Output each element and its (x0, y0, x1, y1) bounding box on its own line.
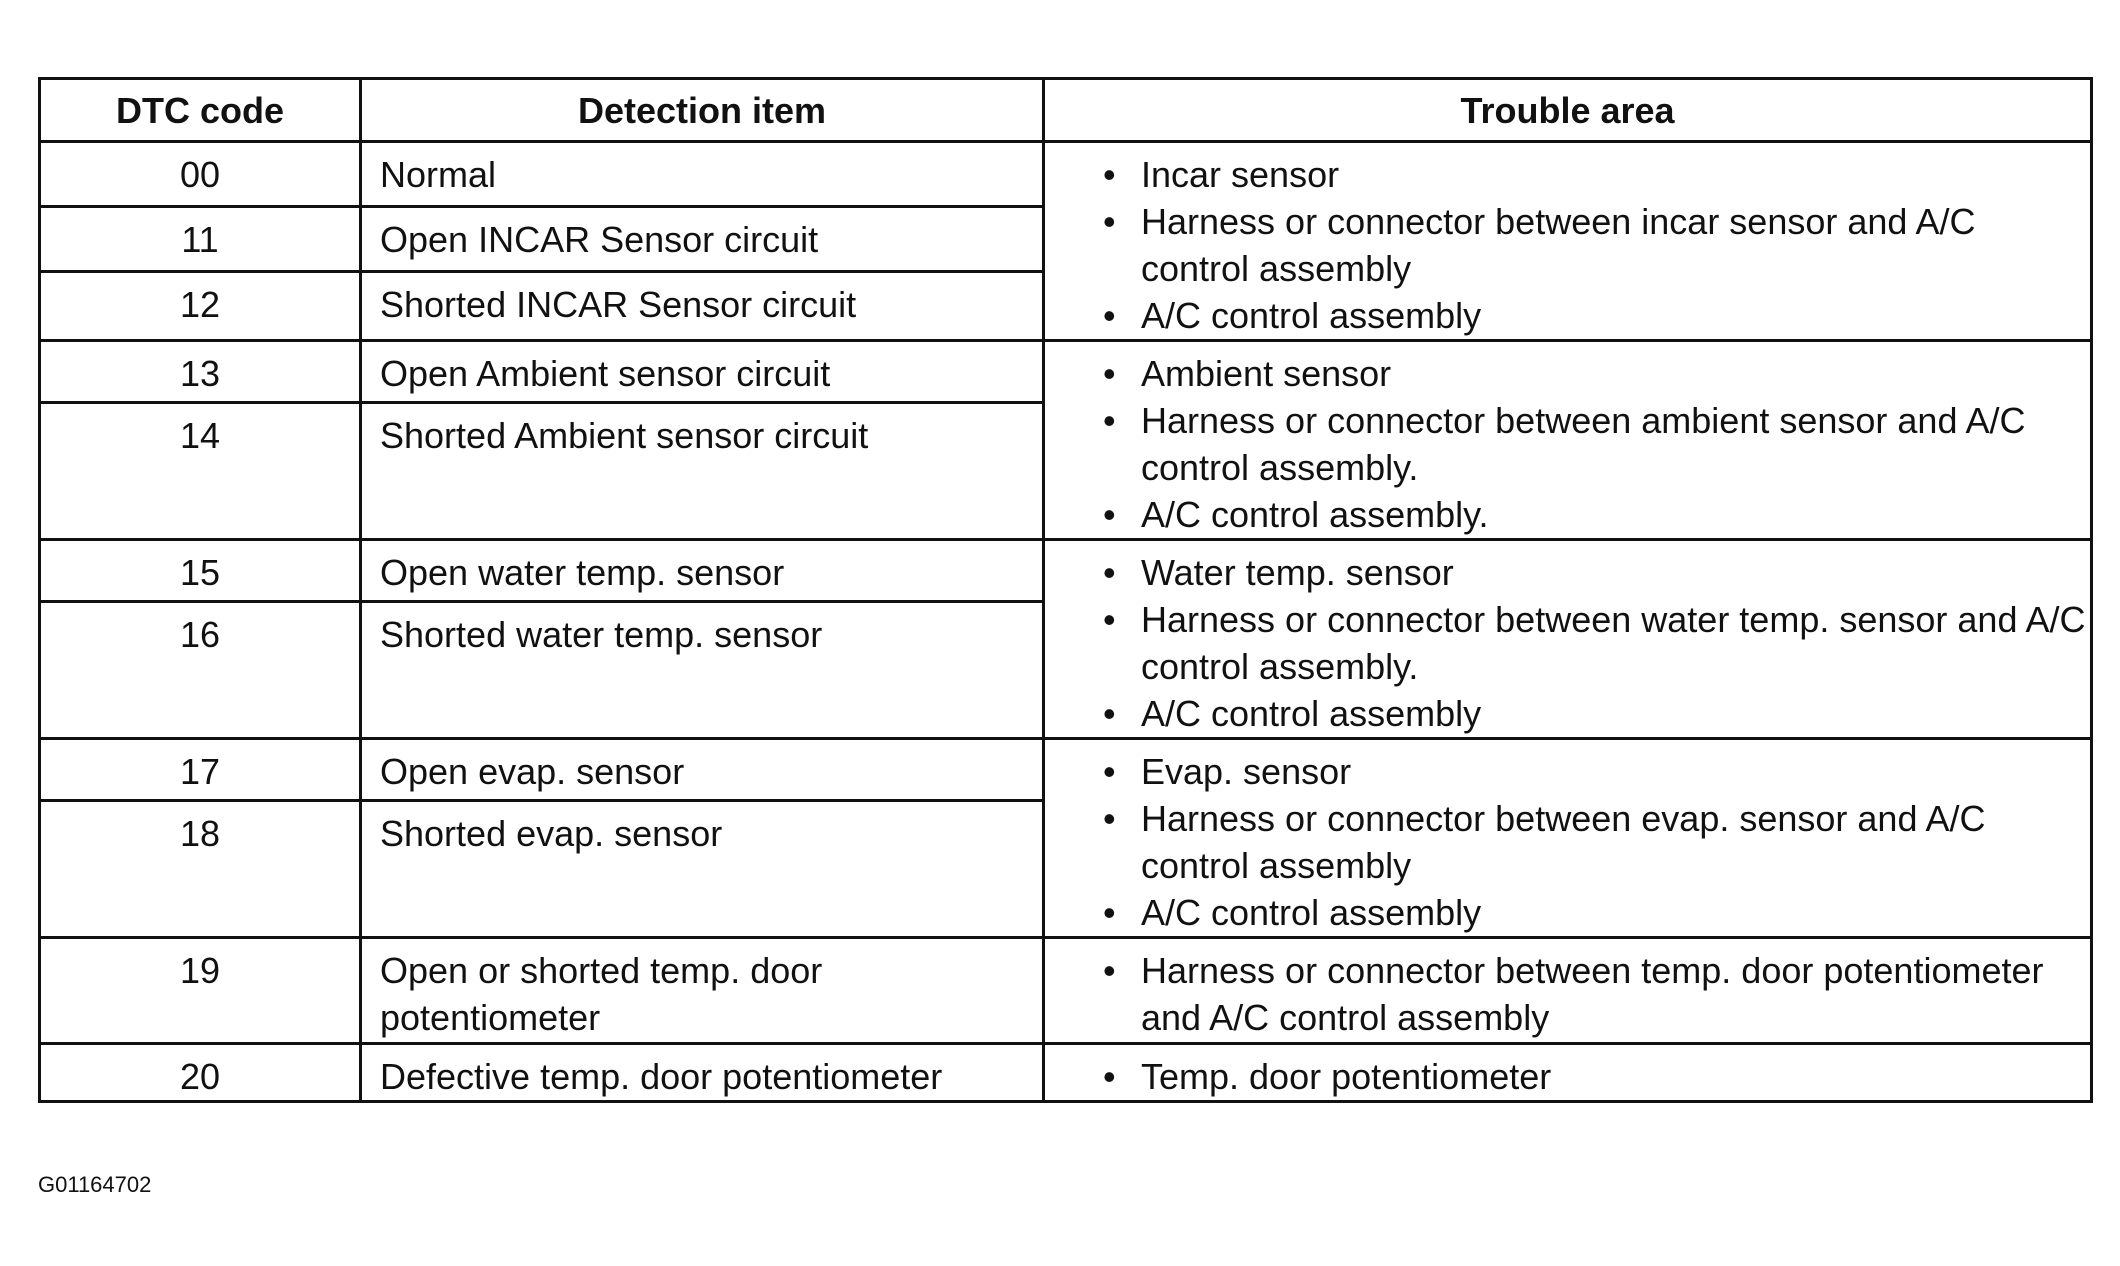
trouble-area-text: Incar sensor (1141, 154, 1340, 195)
trouble-area-item (1045, 397, 2090, 491)
dtc-code: 14 (40, 402, 361, 539)
table-row (40, 1044, 2092, 1102)
trouble-area-item (1045, 198, 2090, 292)
trouble-area-text: A/C control assembly (1141, 892, 1482, 933)
bullet-icon: • (1103, 494, 1116, 535)
trouble-area-item (1045, 549, 2090, 596)
bullet-icon: • (1103, 599, 1116, 640)
trouble-area-item (1045, 596, 2090, 690)
table-row (40, 938, 2092, 1044)
trouble-area (1044, 1044, 2092, 1102)
bullet-icon: • (1103, 1056, 1116, 1097)
bullet-icon: • (1103, 798, 1116, 839)
trouble-area-item (1045, 748, 2090, 795)
bullet-icon: • (1103, 552, 1116, 593)
dtc-code: 00 (40, 142, 361, 207)
dtc-code: 13 (40, 341, 361, 403)
dtc-code: 19 (40, 938, 361, 1044)
trouble-area-text: Harness or connector between incar sensor and A/C control assembly (1141, 201, 1976, 289)
header-detection-item: Detection item (361, 79, 1044, 142)
dtc-code: 18 (40, 801, 361, 938)
detection-item: Shorted Ambient sensor circuit (361, 402, 1044, 539)
bullet-icon: • (1103, 353, 1116, 394)
bullet-icon: • (1103, 751, 1116, 792)
bullet-icon: • (1103, 693, 1116, 734)
trouble-area (1044, 739, 2092, 938)
dtc-code: 15 (40, 540, 361, 602)
trouble-area-text: A/C control assembly (1141, 693, 1482, 734)
trouble-area-item (1045, 690, 2090, 737)
header-trouble-area: Trouble area (1044, 79, 2092, 142)
detection-item: Open evap. sensor (361, 739, 1044, 801)
trouble-area-text: Temp. door potentiometer (1141, 1056, 1552, 1097)
detection-item: Open water temp. sensor (361, 540, 1044, 602)
dtc-code: 17 (40, 739, 361, 801)
trouble-area-item (1045, 889, 2090, 936)
detection-item: Shorted INCAR Sensor circuit (361, 271, 1044, 340)
detection-item: Shorted water temp. sensor (361, 602, 1044, 739)
detection-item: Open Ambient sensor circuit (361, 341, 1044, 403)
trouble-area-item (1045, 151, 2090, 198)
detection-item: Normal (361, 142, 1044, 207)
header-dtc-code: DTC code (40, 79, 361, 142)
trouble-area (1044, 938, 2092, 1044)
bullet-icon: • (1103, 950, 1116, 991)
detection-item: Open INCAR Sensor circuit (361, 206, 1044, 271)
dtc-code: 12 (40, 271, 361, 340)
table-row (40, 341, 2092, 403)
trouble-area (1044, 142, 2092, 341)
table-row (40, 739, 2092, 801)
bullet-icon: • (1103, 295, 1116, 336)
trouble-area-text: Evap. sensor (1141, 751, 1352, 792)
bullet-icon: • (1103, 154, 1116, 195)
detection-item: Open or shorted temp. door potentiometer (361, 938, 1044, 1044)
trouble-area-text: Harness or connector between water temp. sensor and A/C control assembly. (1141, 599, 2086, 687)
trouble-area-item (1045, 350, 2090, 397)
trouble-area-item (1045, 491, 2090, 538)
bullet-icon: • (1103, 201, 1116, 242)
trouble-area (1044, 341, 2092, 540)
detection-item: Shorted evap. sensor (361, 801, 1044, 938)
trouble-area-text: Harness or connector between evap. sensor and A/C control assembly (1141, 798, 1986, 886)
trouble-area-text: A/C control assembly (1141, 295, 1482, 336)
table-row (40, 540, 2092, 602)
table-row (40, 142, 2092, 207)
trouble-area-text: Water temp. sensor (1141, 552, 1454, 593)
trouble-area (1044, 540, 2092, 739)
dtc-code: 20 (40, 1044, 361, 1102)
dtc-table (38, 77, 2093, 1103)
figure-id: G01164702 (38, 1172, 152, 1197)
header-row (40, 79, 2092, 142)
detection-item: Defective temp. door potentiometer (361, 1044, 1044, 1102)
trouble-area-item (1045, 1053, 2090, 1100)
bullet-icon: • (1103, 892, 1116, 933)
bullet-icon: • (1103, 400, 1116, 441)
trouble-area-text: Ambient sensor (1141, 353, 1392, 394)
trouble-area-item (1045, 947, 2090, 1041)
trouble-area-item (1045, 795, 2090, 889)
trouble-area-text: Harness or connector between ambient sensor and A/C control assembly. (1141, 400, 2026, 488)
dtc-code: 16 (40, 602, 361, 739)
trouble-area-item (1045, 292, 2090, 339)
dtc-code: 11 (40, 206, 361, 271)
trouble-area-text: A/C control assembly. (1141, 494, 1489, 535)
trouble-area-text: Harness or connector between temp. door potentiometer and A/C control assembly (1141, 950, 2044, 1038)
